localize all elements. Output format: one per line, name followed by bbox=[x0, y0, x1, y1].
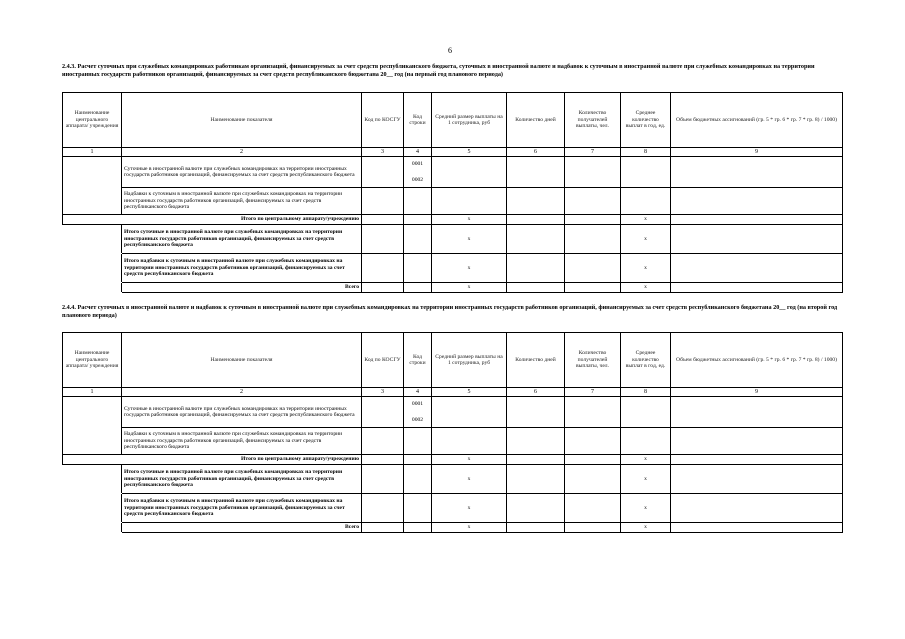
kosgu-cell[interactable] bbox=[362, 428, 404, 455]
row-code-cell[interactable] bbox=[404, 225, 432, 254]
value-cell[interactable] bbox=[507, 465, 565, 494]
header-avg-count: Среднее количество выплат в год, ед. bbox=[621, 333, 671, 388]
row-code-cell[interactable] bbox=[404, 428, 432, 455]
section-heading-2-4-4: 2.4.4. Расчет суточных в иностранной валюте и надбавок к суточным в иностранной валюте при служебных командировках на территории иностранных государств работников организаций, финансируемых за счет средств республиканского бюджетана 20__ год (на второй год планового периода) bbox=[62, 304, 838, 319]
page-number: 6 bbox=[448, 46, 452, 55]
empty-cell bbox=[63, 494, 122, 523]
value-cell[interactable] bbox=[432, 428, 507, 455]
kosgu-cell[interactable] bbox=[362, 465, 404, 494]
x-mark: x bbox=[432, 523, 507, 533]
empty-cell bbox=[63, 225, 122, 254]
value-cell[interactable] bbox=[671, 283, 843, 293]
col-number: 6 bbox=[507, 388, 565, 397]
row-code-cell[interactable] bbox=[404, 254, 432, 283]
header-avg-count: Среднее количество выплат в год, ед. bbox=[621, 93, 671, 148]
col-number: 1 bbox=[63, 148, 122, 157]
value-cell[interactable] bbox=[507, 428, 565, 455]
total-daily-label: Итого суточные в иностранной валюте при служебных командировках на территории иностранных государств работников организаций, финансируемых за счет средств республиканского бюджета bbox=[122, 465, 362, 494]
header-days: Количество дней bbox=[507, 93, 565, 148]
value-cell[interactable] bbox=[621, 188, 671, 215]
col-number: 7 bbox=[565, 388, 621, 397]
value-cell[interactable] bbox=[565, 523, 621, 533]
col-number: 8 bbox=[621, 388, 671, 397]
col-number: 3 bbox=[362, 148, 404, 157]
header-kosgu: Код по КОСГУ bbox=[362, 333, 404, 388]
row-daily-label: Суточные в иностранной валюте при служебных командировках на территории иностранных государств работников организаций, финансируемых за счет средств республиканского бюджета bbox=[122, 397, 362, 428]
x-mark: x bbox=[621, 215, 671, 225]
total-daily-label: Итого суточные в иностранной валюте при служебных командировках на территории иностранных государств работников организаций, финансируемых за счет средств республиканского бюджета bbox=[122, 225, 362, 254]
value-cell[interactable] bbox=[565, 225, 621, 254]
header-kosgu: Код по КОСГУ bbox=[362, 93, 404, 148]
col-number: 4 bbox=[404, 388, 432, 397]
value-cell[interactable] bbox=[621, 397, 671, 428]
header-recipients: Количество получателей выплаты, чел. bbox=[565, 93, 621, 148]
value-cell[interactable] bbox=[507, 397, 565, 428]
header-org-name: Наименование центрального аппарата/ учреждения bbox=[63, 333, 122, 388]
row-code-cell[interactable] bbox=[404, 523, 432, 533]
value-cell[interactable] bbox=[671, 225, 843, 254]
x-mark: x bbox=[621, 455, 671, 465]
row-allowance-label: Надбавки к суточным в иностранной валюте при служебных командировках на территории иностранных государств работников организаций, финансируемых за счет средств республиканского бюджета bbox=[122, 188, 362, 215]
kosgu-cell[interactable] bbox=[362, 188, 404, 215]
value-cell[interactable] bbox=[432, 157, 507, 188]
value-cell[interactable] bbox=[621, 157, 671, 188]
row-code-cell[interactable] bbox=[404, 465, 432, 494]
value-cell[interactable] bbox=[432, 397, 507, 428]
col-number: 5 bbox=[432, 388, 507, 397]
value-cell[interactable] bbox=[671, 157, 843, 188]
col-number: 8 bbox=[621, 148, 671, 157]
header-indicator: Наименование показателя bbox=[122, 93, 362, 148]
x-mark: x bbox=[432, 455, 507, 465]
value-cell[interactable] bbox=[507, 254, 565, 283]
value-cell[interactable] bbox=[621, 428, 671, 455]
value-cell[interactable] bbox=[671, 494, 843, 523]
value-cell[interactable] bbox=[565, 215, 621, 225]
org-name-cell[interactable] bbox=[63, 157, 122, 215]
value-cell[interactable] bbox=[507, 188, 565, 215]
x-mark: x bbox=[432, 494, 507, 523]
x-mark: x bbox=[432, 254, 507, 283]
kosgu-cell[interactable] bbox=[362, 157, 404, 188]
value-cell[interactable] bbox=[565, 254, 621, 283]
value-cell[interactable] bbox=[671, 397, 843, 428]
header-avg-payment: Средний размер выплаты на 1 сотрудника, руб bbox=[432, 333, 507, 388]
x-mark: x bbox=[621, 465, 671, 494]
x-mark: x bbox=[621, 254, 671, 283]
header-avg-payment: Средний размер выплаты на 1 сотрудника, руб bbox=[432, 93, 507, 148]
x-mark: x bbox=[621, 283, 671, 293]
grand-total-label: Всего bbox=[122, 523, 362, 533]
value-cell[interactable] bbox=[565, 455, 621, 465]
value-cell[interactable] bbox=[565, 465, 621, 494]
row-daily-label: Суточные в иностранной валюте при служебных командировках на территории иностранных государств работников организаций, финансируемых за счет средств республиканского бюджета bbox=[122, 157, 362, 188]
x-mark: x bbox=[432, 465, 507, 494]
col-number: 1 bbox=[63, 388, 122, 397]
value-cell[interactable] bbox=[507, 225, 565, 254]
x-mark: x bbox=[621, 225, 671, 254]
x-mark: x bbox=[621, 494, 671, 523]
row-code-cell[interactable] bbox=[404, 215, 432, 225]
value-cell[interactable] bbox=[565, 283, 621, 293]
row-code-cell: 0001 0002 bbox=[404, 397, 432, 428]
section-heading-2-4-3: 2.4.3. Расчет суточных при служебных командировках работникам организаций, финансируемых за счет средств республиканского бюджета, суточных в иностранной валюте и надбавок к суточным в иностранной валюте при служебных командировках на территории иностранных государств работников организаций, финансируемых за счет средств республиканского бюджетана 20__ год (на первый год планового периода) bbox=[62, 63, 815, 78]
empty-cell bbox=[63, 523, 122, 533]
table-2-4-3 bbox=[62, 92, 843, 293]
value-cell[interactable] bbox=[507, 215, 565, 225]
value-cell[interactable] bbox=[671, 254, 843, 283]
col-number: 9 bbox=[671, 388, 843, 397]
header-row-code: Код строки bbox=[404, 333, 432, 388]
kosgu-cell[interactable] bbox=[362, 283, 404, 293]
value-cell[interactable] bbox=[671, 188, 843, 215]
header-budget: Объем бюджетных ассигнований (гр. 5 * гр. 6 * гр. 7 * гр. 8) / 1000) bbox=[671, 333, 843, 388]
value-cell[interactable] bbox=[507, 157, 565, 188]
row-code-cell: 0001 0002 bbox=[404, 157, 432, 188]
value-cell[interactable] bbox=[671, 428, 843, 455]
kosgu-cell[interactable] bbox=[362, 523, 404, 533]
kosgu-cell[interactable] bbox=[362, 494, 404, 523]
value-cell[interactable] bbox=[507, 283, 565, 293]
x-mark: x bbox=[432, 283, 507, 293]
col-number: 9 bbox=[671, 148, 843, 157]
value-cell[interactable] bbox=[565, 494, 621, 523]
row-code-cell[interactable] bbox=[404, 188, 432, 215]
col-number: 2 bbox=[122, 388, 362, 397]
col-number: 6 bbox=[507, 148, 565, 157]
x-mark: x bbox=[432, 215, 507, 225]
grand-total-label: Всего bbox=[122, 283, 362, 293]
row-code-cell[interactable] bbox=[404, 283, 432, 293]
kosgu-cell[interactable] bbox=[362, 215, 404, 225]
value-cell[interactable] bbox=[432, 188, 507, 215]
total-central-label: Итого по центральному аппарату/учреждению bbox=[63, 455, 362, 465]
header-recipients: Количество получателей выплаты, чел. bbox=[565, 333, 621, 388]
total-central-label: Итого по центральному аппарату/учреждению bbox=[63, 215, 362, 225]
kosgu-cell[interactable] bbox=[362, 254, 404, 283]
kosgu-cell[interactable] bbox=[362, 455, 404, 465]
header-indicator: Наименование показателя bbox=[122, 333, 362, 388]
value-cell[interactable] bbox=[671, 215, 843, 225]
empty-cell bbox=[63, 465, 122, 494]
value-cell[interactable] bbox=[671, 455, 843, 465]
org-name-cell[interactable] bbox=[63, 397, 122, 455]
value-cell[interactable] bbox=[565, 157, 621, 188]
x-mark: x bbox=[621, 523, 671, 533]
kosgu-cell[interactable] bbox=[362, 397, 404, 428]
x-mark: x bbox=[432, 225, 507, 254]
header-org-name: Наименование центрального аппарата/ учреждения bbox=[63, 93, 122, 148]
col-number: 3 bbox=[362, 388, 404, 397]
header-budget: Объем бюджетных ассигнований (гр. 5 * гр. 6 * гр. 7 * гр. 8) / 1000) bbox=[671, 93, 843, 148]
table-2-4-4 bbox=[62, 332, 843, 533]
value-cell[interactable] bbox=[565, 188, 621, 215]
kosgu-cell[interactable] bbox=[362, 225, 404, 254]
col-number: 4 bbox=[404, 148, 432, 157]
value-cell[interactable] bbox=[507, 523, 565, 533]
total-allowance-label: Итого надбавки к суточным в иностранной валюте при служебных командировках на территории иностранных государств работников организаций, финансируемых за счет средств республиканского бюджета bbox=[122, 254, 362, 283]
row-code-cell[interactable] bbox=[404, 455, 432, 465]
total-allowance-label: Итого надбавки к суточным в иностранной валюте при служебных командировках на территории иностранных государств работников организаций, финансируемых за счет средств республиканского бюджета bbox=[122, 494, 362, 523]
col-number: 7 bbox=[565, 148, 621, 157]
value-cell[interactable] bbox=[507, 455, 565, 465]
header-days: Количество дней bbox=[507, 333, 565, 388]
value-cell[interactable] bbox=[671, 523, 843, 533]
row-allowance-label: Надбавки к суточным в иностранной валюте при служебных командировках на территории иностранных государств работников организаций, финансируемых за счет средств республиканского бюджета bbox=[122, 428, 362, 455]
empty-cell bbox=[63, 283, 122, 293]
row-code-cell[interactable] bbox=[404, 494, 432, 523]
value-cell[interactable] bbox=[671, 465, 843, 494]
empty-cell bbox=[63, 254, 122, 283]
value-cell[interactable] bbox=[507, 494, 565, 523]
col-number: 2 bbox=[122, 148, 362, 157]
value-cell[interactable] bbox=[565, 397, 621, 428]
col-number: 5 bbox=[432, 148, 507, 157]
value-cell[interactable] bbox=[565, 428, 621, 455]
header-row-code: Код строки bbox=[404, 93, 432, 148]
